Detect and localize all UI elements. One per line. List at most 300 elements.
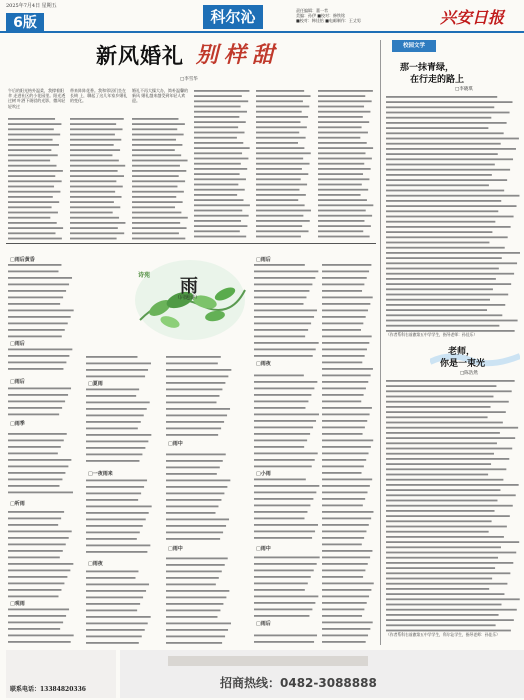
text-line: [86, 590, 146, 592]
text-line: [86, 597, 143, 599]
text-line: [254, 557, 320, 559]
text-line: [386, 390, 512, 392]
text-line: [386, 510, 495, 512]
text-line: [254, 407, 305, 409]
text-line: [322, 518, 371, 520]
text-line: [8, 453, 58, 455]
text-line: [386, 132, 504, 134]
text-line: [8, 180, 62, 182]
ad-banner-strip: [168, 656, 368, 666]
text-line: [322, 362, 362, 364]
text-line: [318, 132, 368, 134]
text-line: [8, 175, 55, 177]
text-line: [322, 479, 372, 481]
text-line: [166, 506, 218, 508]
text-line: [322, 433, 363, 435]
column-divider: [380, 40, 381, 645]
text-line: [386, 422, 503, 424]
text-line: [322, 609, 364, 611]
text-line: [86, 512, 149, 514]
poem-title: □小雨: [256, 471, 271, 477]
text-line: [386, 195, 519, 197]
text-line: [166, 512, 216, 514]
text-line: [8, 186, 54, 188]
text-line: [256, 199, 298, 201]
text-line: [8, 433, 67, 435]
text-line: [386, 164, 495, 166]
text-line: [386, 604, 502, 606]
text-line: [166, 558, 228, 560]
text-line: [86, 610, 137, 612]
poem-title: □雨后黄昏: [10, 257, 35, 263]
text-line: [194, 100, 248, 102]
headline-red: 别样甜: [196, 42, 281, 68]
text-line: [386, 474, 488, 476]
text-line: [254, 453, 318, 455]
text-line: [322, 323, 363, 325]
text-line: [70, 139, 121, 141]
text-line: [386, 505, 513, 507]
body-line: 午后的阳光格外温柔，我撑着阳伞: [8, 88, 64, 99]
text-line: [386, 448, 512, 450]
text-line: [8, 446, 61, 448]
text-line: [166, 519, 229, 521]
text-line: [8, 290, 66, 292]
text-line: [8, 531, 72, 533]
text-line: [166, 571, 222, 573]
text-line: [8, 459, 71, 461]
text-line: [8, 336, 62, 338]
text-line: [386, 593, 504, 595]
text-line: [166, 376, 228, 378]
text-line: [86, 441, 148, 443]
text-line: [86, 545, 150, 547]
text-line: [86, 460, 139, 462]
text-line: [318, 173, 363, 175]
text-line: [166, 356, 221, 358]
text-line: [256, 121, 300, 123]
text-line: [322, 628, 370, 630]
text-line: [254, 277, 315, 279]
text-line: [322, 459, 366, 461]
text-line: [70, 227, 118, 229]
text-line: [386, 479, 503, 481]
text-line: [254, 589, 305, 591]
text-line: [86, 493, 141, 495]
text-line: [8, 212, 58, 214]
text-line: [70, 180, 116, 182]
text-line: [322, 297, 373, 299]
right-author-2: □陈浩然: [460, 371, 478, 376]
text-line: [322, 570, 365, 572]
text-line: [386, 278, 496, 280]
text-line: [8, 303, 60, 305]
text-line: [386, 153, 498, 155]
text-line: [386, 127, 488, 129]
text-line: [254, 583, 308, 585]
text-line: [254, 479, 306, 481]
text-line: [8, 128, 54, 130]
text-line: [166, 532, 223, 534]
text-line: [254, 264, 305, 266]
text-line: [386, 489, 500, 491]
text-line: [386, 294, 508, 296]
text-line: [322, 550, 372, 552]
text-line: [8, 583, 64, 585]
text-line: [254, 511, 307, 513]
text-line: [86, 519, 146, 521]
text-line: [70, 165, 125, 167]
text-line: [256, 215, 303, 217]
text-line: [132, 201, 183, 203]
text-line: [386, 572, 510, 574]
text-line: [254, 290, 309, 292]
text-line: [8, 310, 74, 312]
text-line: [8, 123, 61, 125]
text-line: [8, 362, 66, 364]
text-line: [86, 486, 144, 488]
text-line: [166, 590, 229, 592]
text-line: [318, 106, 364, 108]
text-line: [386, 385, 496, 387]
text-line: [322, 329, 361, 331]
text-line: [322, 440, 373, 442]
text-line: [86, 402, 150, 404]
text-line: [194, 199, 244, 201]
text-line: [132, 144, 182, 146]
text-line: [322, 615, 362, 617]
text-line: [8, 414, 59, 416]
text-line: [386, 624, 496, 626]
text-line: [8, 635, 74, 637]
poem-title: □雨中: [256, 546, 271, 552]
text-line: [8, 570, 70, 572]
text-line: [322, 537, 364, 539]
text-line: [386, 304, 505, 306]
text-line: [132, 222, 180, 224]
text-line: [8, 191, 60, 193]
text-line: [194, 121, 246, 123]
text-line: [322, 524, 369, 526]
poem-title: □雨中: [168, 441, 183, 447]
text-line: [194, 163, 241, 165]
text-line: [318, 199, 367, 201]
text-line: [322, 453, 369, 455]
text-line: [254, 602, 315, 604]
text-line: [254, 498, 313, 500]
text-line: [86, 363, 151, 365]
text-line: [194, 173, 240, 175]
school-note-2: （作者系科右前旗第五中学学生，科尔沁学生，指导老师：孙佳乐）: [386, 632, 500, 637]
text-line: [254, 524, 318, 526]
text-line: [70, 191, 115, 193]
text-line: [8, 139, 53, 141]
text-line: [386, 101, 512, 103]
text-line: [322, 583, 374, 585]
text-line: [322, 576, 363, 578]
text-line: [70, 144, 114, 146]
text-line: [386, 500, 497, 502]
text-line: [132, 232, 179, 234]
poem-title: □雨后: [256, 621, 271, 627]
text-line: [322, 355, 365, 357]
text-line: [194, 90, 249, 92]
text-line: [322, 310, 368, 312]
text-line: [256, 142, 298, 144]
text-line: [322, 394, 364, 396]
text-line: [254, 316, 314, 318]
text-line: [386, 557, 498, 559]
text-line: [8, 550, 63, 552]
text-line: [194, 152, 242, 154]
text-line: [254, 336, 305, 338]
text-line: [386, 221, 495, 223]
text-line: [254, 570, 314, 572]
text-line: [194, 194, 237, 196]
text-line: [8, 589, 61, 591]
text-line: [86, 629, 145, 631]
text-line: [166, 577, 219, 579]
text-line: [8, 227, 63, 229]
poem-title: □雨季: [10, 421, 25, 427]
text-line: [132, 128, 177, 130]
text-line: [256, 225, 302, 227]
text-line: [70, 134, 115, 136]
text-line: [132, 149, 175, 151]
text-line: [8, 118, 55, 120]
text-line: [386, 283, 511, 285]
text-line: [256, 137, 306, 139]
text-line: [386, 236, 508, 238]
text-line: [86, 434, 151, 436]
text-line: [8, 641, 71, 643]
text-line: [132, 191, 184, 193]
text-line: [386, 112, 510, 114]
text-line: [386, 520, 492, 522]
body-line: 走进社区的小花园里。阳光透过树: [8, 93, 66, 104]
poem-section-subtitle: （同题诗）: [175, 295, 201, 301]
text-line: [194, 220, 241, 222]
text-line: [386, 106, 494, 108]
text-line: [318, 220, 364, 222]
text-line: [256, 152, 311, 154]
text-line: [132, 123, 185, 125]
text-line: [256, 220, 310, 222]
text-line: [256, 173, 308, 175]
text-line: [254, 492, 316, 494]
text-line: [322, 498, 365, 500]
text-line: [318, 204, 373, 206]
text-line: [322, 342, 369, 344]
text-line: [132, 139, 176, 141]
text-line: [132, 154, 181, 156]
text-line: [322, 622, 373, 624]
text-line: [8, 222, 57, 224]
text-line: [254, 303, 304, 305]
text-line: [322, 284, 364, 286]
text-line: [254, 446, 304, 448]
text-line: [194, 132, 245, 134]
text-line: [194, 126, 238, 128]
text-line: [70, 149, 120, 151]
text-line: [132, 206, 175, 208]
text-line: [8, 609, 69, 611]
text-line: [322, 466, 364, 468]
text-line: [322, 336, 372, 338]
text-line: [386, 411, 506, 413]
text-line: [8, 329, 65, 331]
text-line: [86, 577, 136, 579]
text-line: [318, 95, 365, 97]
body-line: 带来阵阵花香。我和邻居们坐在长椅: [70, 88, 126, 99]
text-line: [386, 463, 491, 465]
text-line: [8, 284, 69, 286]
text-line: [386, 138, 519, 140]
text-line: [132, 180, 185, 182]
text-line: [70, 186, 123, 188]
text-line: [386, 562, 513, 564]
text-line: [322, 492, 368, 494]
text-line: [166, 616, 217, 618]
text-line: [8, 537, 69, 539]
text-line: [86, 447, 145, 449]
text-line: [8, 323, 68, 325]
text-line: [8, 388, 71, 390]
text-line: [386, 536, 504, 538]
text-line: [386, 174, 492, 176]
text-line: [166, 584, 216, 586]
text-line: [8, 206, 52, 208]
text-line: [318, 225, 371, 227]
text-line: [256, 158, 303, 160]
text-line: [318, 147, 373, 149]
text-line: [322, 277, 367, 279]
text-line: [256, 163, 310, 165]
poem-title: □一夜雨来: [88, 471, 113, 477]
text-line: [254, 485, 319, 487]
text-line: [256, 236, 301, 238]
text-line: [166, 610, 220, 612]
text-line: [166, 460, 223, 462]
text-line: [322, 472, 362, 474]
text-line: [256, 194, 306, 196]
text-line: [166, 408, 230, 410]
headline-black: 新风婚礼: [96, 43, 184, 68]
text-line: [8, 160, 50, 162]
text-line: [386, 309, 487, 311]
text-line: [256, 111, 302, 113]
school-note-1: （作者系科右前旗第五中学学生，指导老师：孙佳乐）: [386, 332, 478, 337]
text-line: [254, 563, 317, 565]
text-line: [8, 563, 73, 565]
text-line: [166, 454, 226, 456]
body-line: 婚礼不再大操大办，简朴温馨的新风: [132, 88, 188, 99]
text-line: [70, 175, 124, 177]
right-title-2: 老师，: [448, 347, 476, 357]
text-line: [256, 100, 303, 102]
text-line: [8, 232, 55, 234]
text-line: [86, 356, 137, 358]
text-line: [254, 342, 319, 344]
text-line: [166, 603, 223, 605]
text-line: [322, 375, 371, 377]
text-line: [322, 563, 368, 565]
text-line: [8, 472, 65, 474]
body-line: 婚礼越来越受到年轻人欢迎。: [132, 93, 186, 104]
text-line: [8, 615, 66, 617]
text-line: [86, 603, 140, 605]
text-line: [166, 428, 221, 430]
text-line: [132, 170, 186, 172]
text-line: [132, 118, 178, 120]
text-line: [254, 420, 316, 422]
text-line: [8, 134, 60, 136]
text-line: [386, 526, 507, 528]
text-line: [70, 128, 123, 130]
text-line: [322, 531, 366, 533]
text-line: [254, 433, 310, 435]
text-line: [194, 189, 245, 191]
text-line: [386, 158, 513, 160]
poem-illustration: [130, 250, 250, 350]
text-line: [8, 154, 58, 156]
text-line: [8, 466, 68, 468]
text-line: [166, 623, 231, 625]
text-line: [166, 564, 225, 566]
text-line: [254, 394, 311, 396]
text-line: [194, 230, 240, 232]
text-line: [386, 619, 514, 621]
editor-line-3: ■校对：修铁铭: [317, 13, 346, 19]
right-author-1: □李晓琪: [455, 87, 473, 92]
text-line: [166, 499, 221, 501]
text-line: [322, 427, 365, 429]
text-line: [386, 216, 514, 218]
text-line: [132, 238, 185, 240]
text-line: [166, 486, 227, 488]
text-line: [8, 401, 65, 403]
text-line: [70, 222, 125, 224]
text-line: [322, 544, 362, 546]
text-line: [318, 210, 366, 212]
text-line: [318, 236, 370, 238]
text-line: [318, 90, 373, 92]
text-line: [166, 389, 222, 391]
text-line: [386, 515, 510, 517]
text-line: [8, 596, 58, 598]
text-line: [386, 257, 502, 259]
text-line: [386, 96, 497, 98]
text-line: [256, 116, 308, 118]
text-line: [386, 552, 516, 554]
text-line: [386, 184, 489, 186]
text-line: [386, 242, 489, 244]
text-line: [254, 440, 307, 442]
text-line: [386, 588, 489, 590]
text-line: [132, 160, 188, 162]
text-line: [386, 205, 517, 207]
right-title-line-2: 在行走的路上: [410, 75, 465, 85]
text-line: [194, 147, 250, 149]
text-line: [254, 641, 314, 643]
text-line: [254, 297, 306, 299]
text-line: [86, 538, 137, 540]
section-badge: 科尔沁: [203, 5, 263, 29]
text-line: [70, 206, 120, 208]
text-line: [8, 349, 72, 351]
text-line: [166, 473, 217, 475]
text-line: [386, 226, 511, 228]
